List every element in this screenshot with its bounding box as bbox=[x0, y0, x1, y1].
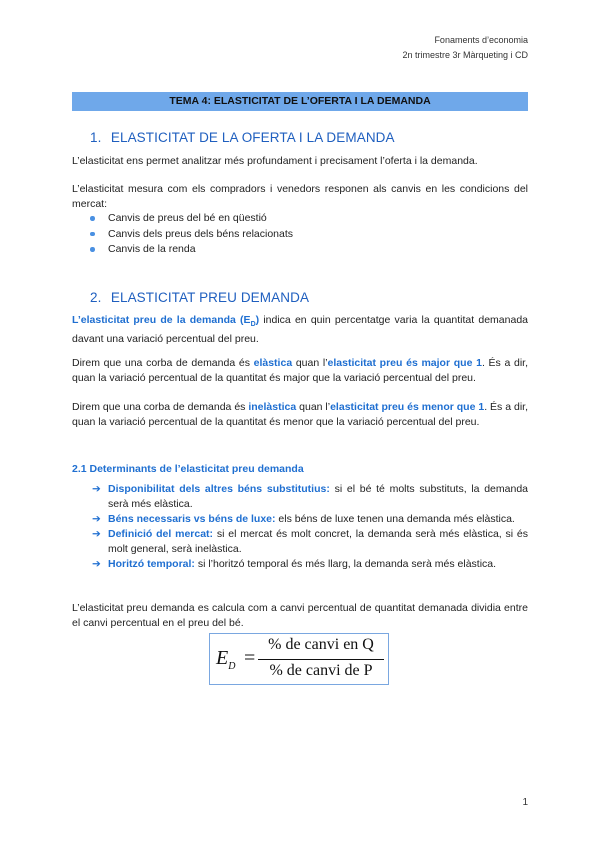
formula-numerator: % de canvi en Q bbox=[268, 636, 374, 653]
list-item: Canvis de la renda bbox=[72, 242, 293, 258]
inelastic-paragraph: Direm que una corba de demanda és inelàstica quan l’elasticitat preu és menor que 1. És a dir, quan la variació percentual de la quantitat és menor que la variació percentual del preu. bbox=[72, 401, 528, 428]
formula-equals: = bbox=[244, 647, 256, 669]
determinants-list bbox=[72, 482, 528, 572]
section-1-measure: L’elasticitat mesura com els compradors i venedors responen als canvis en les condicions del mercat: bbox=[72, 183, 528, 210]
fraction-bar bbox=[258, 659, 384, 660]
elastic-paragraph: Direm que una corba de demanda és elàstica quan l’elasticitat preu és major que 1. És a dir, quan la variació percentual de la quantitat és major que la variació percentual del preu. bbox=[72, 357, 528, 384]
bullet-dot-icon bbox=[90, 232, 95, 237]
list-item: ➔ Disponibilitat dels altres béns substitutius: si el bé té molts substituts, la demanda serà més elàstica. bbox=[92, 483, 529, 510]
page-header bbox=[402, 33, 528, 63]
list-item: ➔ Béns necessaris vs béns de luxe: els béns de luxe tenen una demanda més elàstica. bbox=[92, 513, 515, 525]
arrow-right-icon: ➔ bbox=[92, 513, 101, 525]
calculation-paragraph: L’elasticitat preu demanda es calcula com a canvi percentual de quantitat demanada dividia entre el canvi percentual en el preu del bé. bbox=[72, 602, 528, 629]
page-number: 1 bbox=[522, 797, 528, 808]
section-1-number: 1. bbox=[90, 130, 102, 145]
inelastic-term: inelàstica bbox=[248, 401, 297, 413]
definition-term: L’elasticitat preu de la demanda $(E_D)$ bbox=[72, 314, 260, 329]
section-1-heading bbox=[90, 130, 395, 145]
formula-lhs: $E_D$ bbox=[216, 647, 236, 672]
list-item: Canvis de preus del bé en qüestió bbox=[72, 211, 293, 227]
bullet-dot-icon bbox=[90, 216, 95, 221]
list-item: ➔ Horitzó temporal: si l’horitzó temporal és més llarg, la demanda serà més elàstica. bbox=[92, 558, 497, 570]
arrow-right-icon: ➔ bbox=[92, 483, 101, 495]
topic-title-banner: TEMA 4: ELASTICITAT DE L’OFERTA I LA DEMANDA bbox=[72, 92, 528, 111]
definition-paragraph: L’elasticitat preu de la demanda $(E_D)$ indica en quin percentatge varia la quantitat demanada davant una variació percentual del preu. bbox=[72, 314, 528, 346]
list-item: Canvis dels preus dels béns relacionats bbox=[72, 227, 293, 243]
bullet-dot-icon bbox=[90, 247, 95, 252]
arrow-right-icon: ➔ bbox=[92, 528, 101, 540]
section-1-title: ELASTICITAT DE LA OFERTA I LA DEMANDA bbox=[110, 130, 395, 145]
header-term: 2n trimestre 3r Màrqueting i CD bbox=[402, 50, 528, 60]
section-1-intro: L’elasticitat ens permet analitzar més profundament i precisament l’oferta i la demanda. bbox=[72, 155, 478, 167]
inelastic-condition: elasticitat preu és menor que 1 bbox=[330, 401, 485, 413]
section-2-heading bbox=[90, 290, 309, 305]
subsection-2-1-heading: 2.1 Determinants de l’elasticitat preu demanda bbox=[72, 463, 304, 475]
arrow-right-icon: ➔ bbox=[92, 558, 101, 570]
elastic-condition: elasticitat preu és major que 1 bbox=[327, 357, 482, 369]
formula-denominator: % de canvi de P bbox=[269, 662, 373, 679]
header-course: Fonaments d’economia bbox=[434, 35, 528, 45]
section-2-number: 2. bbox=[90, 290, 102, 305]
conditions-list bbox=[72, 211, 293, 258]
section-2-title: ELASTICITAT PREU DEMANDA bbox=[110, 290, 310, 305]
elasticity-formula bbox=[209, 633, 389, 685]
list-item: ➔ Definició del mercat: si el mercat és molt concret, la demanda serà més elàstica, si és molt general, serà inelàstica. bbox=[92, 528, 528, 555]
elastic-term: elàstica bbox=[253, 357, 293, 369]
